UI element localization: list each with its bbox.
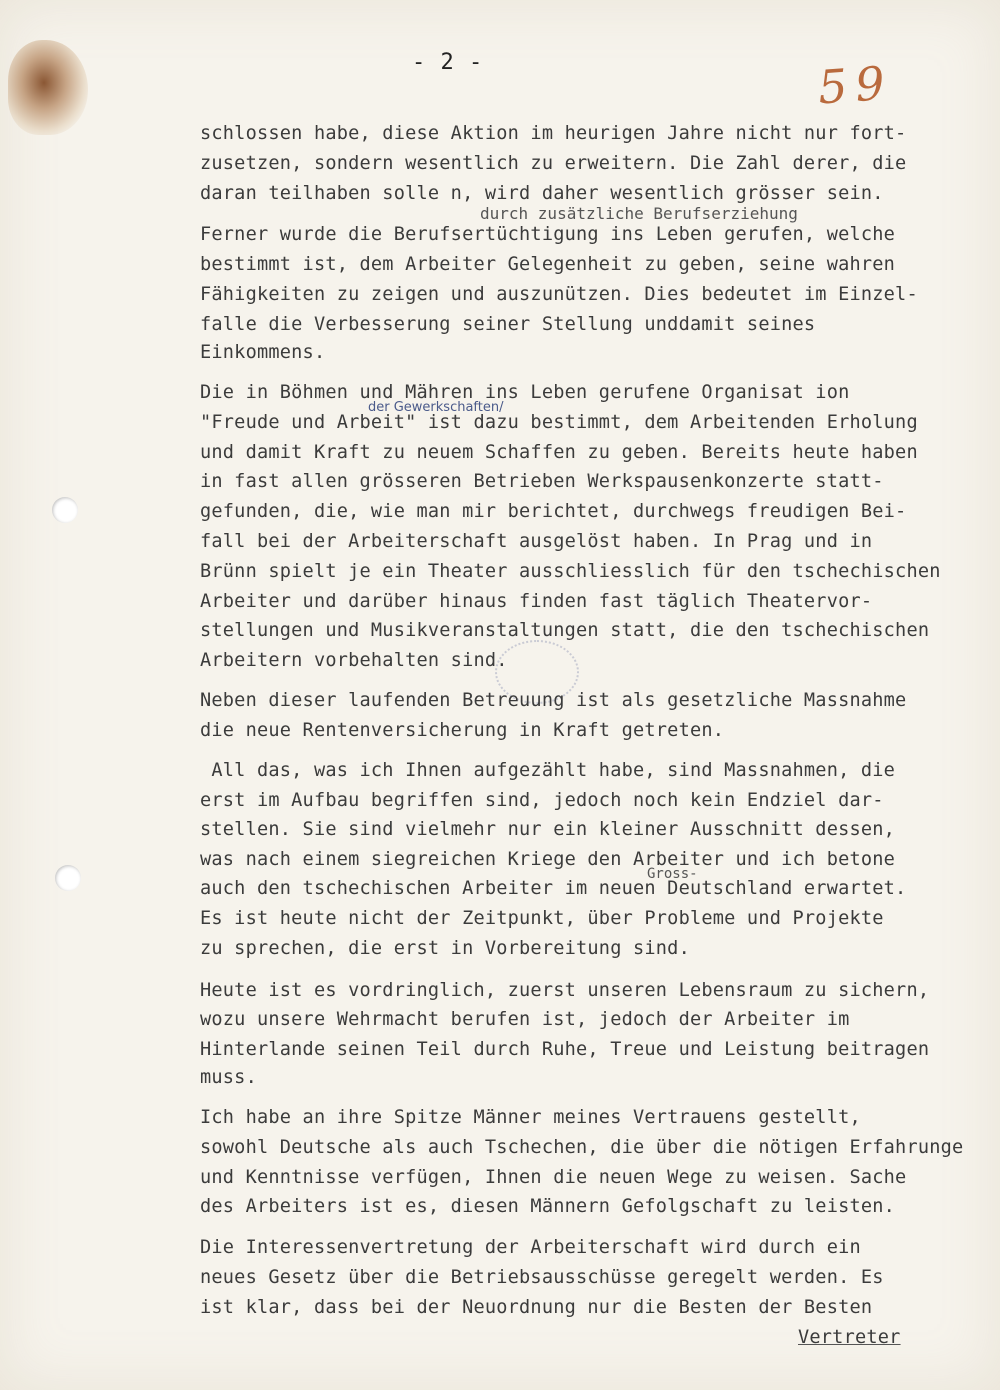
text-line: Es ist heute nicht der Zeitpunkt, über Probleme und Projekte <box>200 908 884 929</box>
text-line: All das, was ich Ihnen aufgezählt habe, sind Massnahmen, die <box>200 760 896 781</box>
text-line: falle die Verbesserung seiner Stellung unddamit seines <box>200 314 816 335</box>
text-line: sowohl Deutsche als auch Tschechen, die über die nötigen Erfahrunge <box>200 1137 964 1158</box>
text-line: Heute ist es vordringlich, zuerst unseren Lebensraum zu sichern, <box>200 980 930 1001</box>
text-line: stellungen und Musikveranstaltungen statt, die den tschechischen <box>200 620 930 641</box>
text-line: Hinterlande seinen Teil durch Ruhe, Treue und Leistung beitragen <box>200 1039 930 1060</box>
archive-number: 59 <box>816 55 895 115</box>
page-number: - 2 - <box>412 50 484 75</box>
text-line: stellen. Sie sind vielmehr nur ein kleiner Ausschnitt dessen, <box>200 819 896 840</box>
text-line: und Kenntnisse verfügen, Ihnen die neuen Wege zu weisen. Sache <box>200 1167 907 1188</box>
text-line: gefunden, die, wie man mir berichtet, durchwegs freudigen Bei- <box>200 501 907 522</box>
text-line: die neue Rentenversicherung in Kraft getreten. <box>200 720 725 741</box>
text-line: neues Gesetz über die Betriebsausschüsse geregelt werden. Es <box>200 1267 884 1288</box>
text-line: Brünn spielt je ein Theater ausschliesslich für den tschechischen <box>200 561 941 582</box>
text-line: zusetzen, sondern wesentlich zu erweitern. Die Zahl derer, die <box>200 153 907 174</box>
text-line: ist klar, dass bei der Neuordnung nur die Besten der Besten <box>200 1297 873 1318</box>
text-line: daran teilhaben solle n, wird daher wesentlich grösser sein. <box>200 183 884 204</box>
text-line: Ferner wurde die Berufsertüchtigung ins Leben gerufen, welche <box>200 224 896 245</box>
typed-insertion: Gross- <box>647 866 698 882</box>
typed-insertion: durch zusätzliche Berufserziehung <box>480 204 798 223</box>
catchword: Vertreter <box>798 1327 901 1348</box>
text-line: auch den tschechischen Arbeiter im neuen Deutschland erwartet. <box>200 878 907 899</box>
punch-hole-bottom <box>55 865 81 891</box>
text-line: des Arbeiters ist es, diesen Männern Gefolgschaft zu leisten. <box>200 1196 896 1217</box>
text-line: schlossen habe, diese Aktion im heurigen Jahre nicht nur fort- <box>200 123 907 144</box>
text-line: Neben dieser laufenden Betreuung ist als gesetzliche Massnahme <box>200 690 907 711</box>
text-line: muss. <box>200 1067 257 1088</box>
text-line: fall bei der Arbeiterschaft ausgelöst haben. In Prag und in <box>200 531 873 552</box>
text-line: Die Interessenvertretung der Arbeiterschaft wird durch ein <box>200 1237 861 1258</box>
text-line: zu sprechen, die erst in Vorbereitung sind. <box>200 938 690 959</box>
text-line: Arbeitern vorbehalten sind. <box>200 650 508 671</box>
text-line: erst im Aufbau begriffen sind, jedoch noch kein Endziel dar- <box>200 790 884 811</box>
text-line: Fähigkeiten zu zeigen und auszunützen. Dies bedeutet im Einzel- <box>200 284 918 305</box>
text-line: bestimmt ist, dem Arbeiter Gelegenheit zu geben, seine wahren <box>200 254 896 275</box>
punch-hole-top <box>52 497 78 523</box>
rust-stain <box>8 40 88 135</box>
text-line: wozu unsere Wehrmacht berufen ist, jedoch der Arbeiter im <box>200 1009 850 1030</box>
text-line: Arbeiter und darüber hinaus finden fast täglich Theatervor- <box>200 591 873 612</box>
text-line: und damit Kraft zu neuem Schaffen zu geben. Bereits heute haben <box>200 442 918 463</box>
text-line: in fast allen grösseren Betrieben Werkspausenkonzerte statt- <box>200 471 884 492</box>
text-line: Die in Böhmen und Mähren ins Leben gerufene Organisat ion <box>200 382 850 403</box>
text-line: "Freude und Arbeit" ist dazu bestimmt, dem Arbeitenden Erholung <box>200 412 918 433</box>
text-line: was nach einem siegreichen Kriege den Arbeiter und ich betone <box>200 849 896 870</box>
text-line: Ich habe an ihre Spitze Männer meines Vertrauens gestellt, <box>200 1107 861 1128</box>
text-line: Einkommens. <box>200 342 326 363</box>
handwritten-insertion: der Gewerkschaften/ <box>368 400 504 415</box>
